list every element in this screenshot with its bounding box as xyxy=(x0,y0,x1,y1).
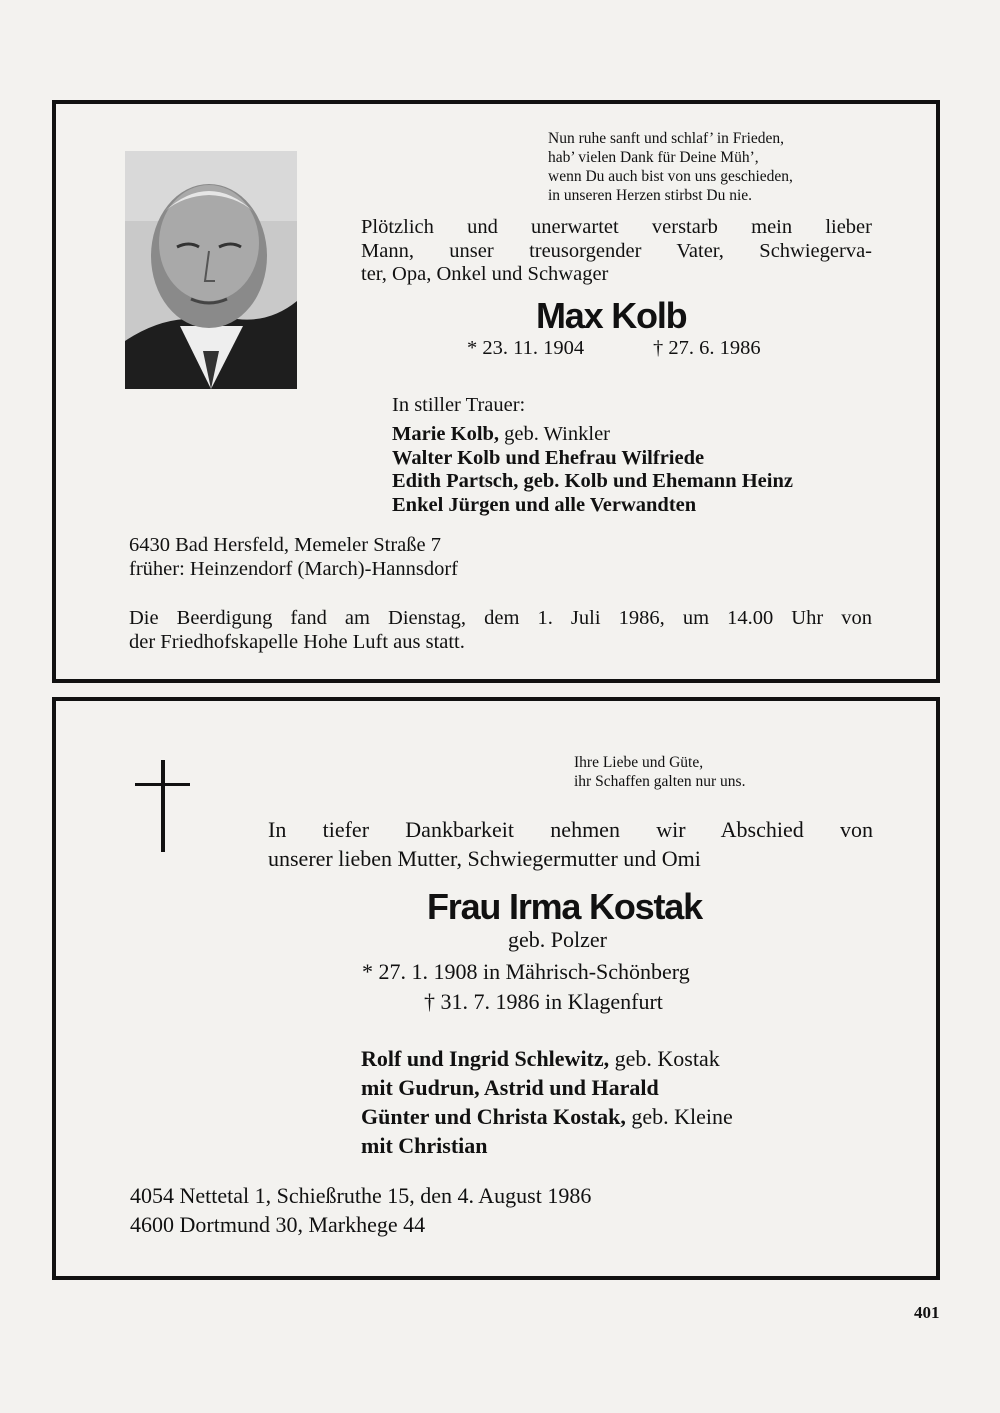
maiden-name: geb. Polzer xyxy=(508,927,607,952)
poem-line: Nun ruhe sanft und schlaf’ in Frieden, xyxy=(548,130,785,147)
cross-icon xyxy=(161,760,165,852)
poem-line: in unseren Herzen stirbst Du nie. xyxy=(548,187,753,204)
address xyxy=(129,534,458,581)
mourners-list xyxy=(392,423,793,517)
death-info: † 31. 7. 1986 in Klagenfurt xyxy=(424,989,663,1014)
intro-line: Plötzlich und unerwartet verstarb mein lieber xyxy=(361,216,872,238)
mourner-name: Edith Partsch, geb. Kolb und Ehemann Heinz xyxy=(392,470,793,492)
intro-line: unserer lieben Mutter, Schwiegermutter und Omi xyxy=(268,846,701,871)
portrait-photo xyxy=(125,151,297,389)
obituary-irma-kostak xyxy=(52,697,940,1280)
deceased-name: Frau Irma Kostak xyxy=(427,886,702,927)
page-number: 401 xyxy=(914,1303,940,1322)
mourner-name: Enkel Jürgen und alle Verwandten xyxy=(392,493,697,516)
mourner-line xyxy=(392,423,793,447)
mourning-label: In stiller Trauer: xyxy=(392,394,526,416)
birth-date: * 23. 11. 1904 xyxy=(467,337,585,359)
poem-line: wenn Du auch bist von uns geschieden, xyxy=(548,168,793,185)
mourner-name: mit Christian xyxy=(361,1133,488,1158)
intro-line: In tiefer Dankbarkeit nehmen wir Abschied von xyxy=(268,817,873,842)
obituary-max-kolb xyxy=(52,100,940,683)
mourner-detail: geb. Kostak xyxy=(609,1046,720,1071)
mourner-name: Walter Kolb und Ehefrau Wilfriede xyxy=(392,446,705,469)
mourner-name: Rolf und Ingrid Schlewitz, xyxy=(361,1046,610,1071)
mourner-line xyxy=(361,1073,733,1102)
address-line: 4600 Dortmund 30, Markhege 44 xyxy=(130,1212,426,1237)
address-line: 6430 Bad Hersfeld, Memeler Straße 7 xyxy=(129,534,441,556)
mourner-line xyxy=(361,1044,733,1073)
intro-text xyxy=(268,815,873,873)
birth-info: * 27. 1. 1908 in Mährisch-Schönberg xyxy=(362,959,690,984)
mourner-detail: geb. Kleine xyxy=(625,1104,733,1129)
funeral-info xyxy=(129,607,872,654)
poem-line: hab’ vielen Dank für Deine Müh’, xyxy=(548,149,759,166)
poem xyxy=(574,753,874,791)
address-line: 4054 Nettetal 1, Schießruthe 15, den 4. August 1986 xyxy=(130,1183,592,1208)
funeral-line: der Friedhofskapelle Hohe Luft aus statt. xyxy=(129,630,465,653)
deceased-name: Max Kolb xyxy=(536,295,687,336)
addresses xyxy=(130,1181,591,1239)
mourner-name: Marie Kolb, xyxy=(392,423,500,445)
mourner-line xyxy=(392,447,793,471)
portrait-illustration xyxy=(125,151,297,389)
address-line: früher: Heinzendorf (March)-Hannsdorf xyxy=(129,557,458,580)
mourner-line xyxy=(361,1131,733,1160)
mourner-line xyxy=(392,494,793,518)
poem-line: ihr Schaffen galten nur uns. xyxy=(574,773,746,790)
mourner-name: mit Gudrun, Astrid und Harald xyxy=(361,1075,659,1100)
mourners-list xyxy=(361,1044,733,1160)
intro-text xyxy=(361,216,872,287)
funeral-line: Die Beerdigung fand am Dienstag, dem 1. Juli 1986, um 14.00 Uhr von xyxy=(129,607,872,629)
cross-icon-bar xyxy=(135,783,190,786)
mourner-detail: geb. Winkler xyxy=(499,423,610,445)
intro-line: ter, Opa, Onkel und Schwager xyxy=(361,263,609,285)
death-date: † 27. 6. 1986 xyxy=(653,337,761,359)
mourner-line xyxy=(392,470,793,494)
poem xyxy=(548,129,878,205)
mourner-line xyxy=(361,1102,733,1131)
poem-line: Ihre Liebe und Güte, xyxy=(574,754,704,771)
mourner-name: Günter und Christa Kostak, xyxy=(361,1104,626,1129)
intro-line: Mann, unser treusorgender Vater, Schwiegerva- xyxy=(361,239,872,262)
